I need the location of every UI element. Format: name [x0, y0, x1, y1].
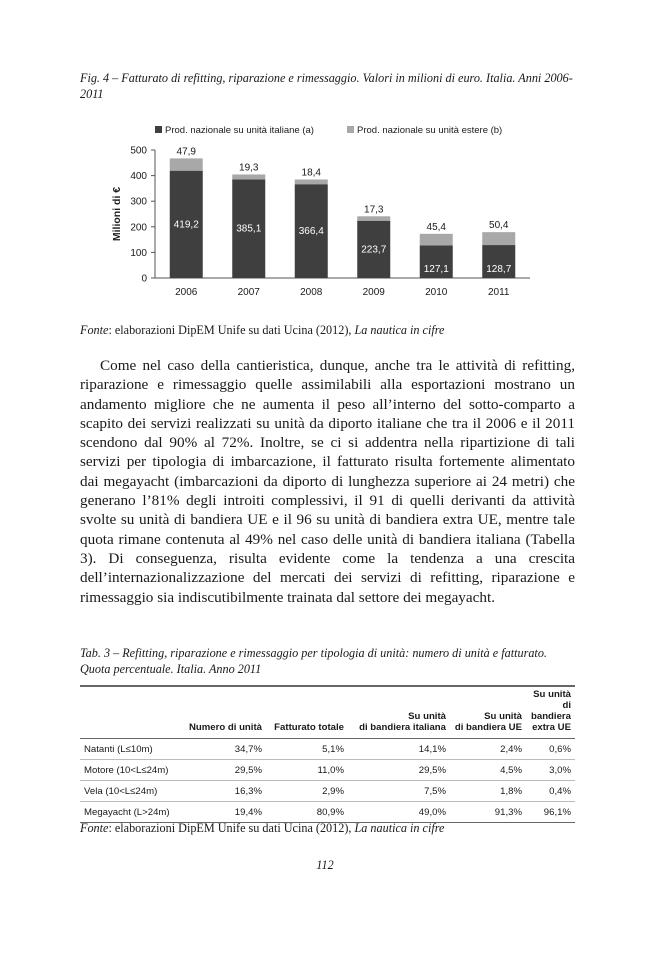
table-row	[80, 781, 575, 802]
table-row	[80, 739, 575, 760]
row-label: Megayacht (L>24m)	[80, 802, 180, 823]
data-label: 47,9	[176, 146, 196, 158]
x-tick-label: 2007	[237, 287, 260, 298]
page-number: 112	[316, 858, 334, 872]
table-source	[80, 820, 575, 836]
data-label: 419,2	[173, 219, 199, 231]
data-label: 18,4	[301, 167, 321, 179]
table-cell: 19,4%	[180, 802, 266, 823]
legend-swatch	[347, 126, 354, 133]
table-cell: 5,1%	[266, 739, 348, 760]
data-label: 45,4	[426, 221, 446, 233]
bar-segment-estere	[357, 216, 390, 220]
x-tick-label: 2011	[487, 287, 510, 298]
header-fatturato-totale: Fatturato totale	[266, 686, 348, 739]
legend-label: Prod. nazionale su unità italiane (a)	[165, 125, 314, 136]
table-row	[80, 760, 575, 781]
table-source-text: : elaborazioni DipEM Unife su dati Ucina (2012),	[108, 821, 355, 835]
legend-label: Prod. nazionale su unità estere (b)	[357, 125, 503, 136]
table-header	[80, 686, 575, 739]
y-tick-label: 300	[130, 196, 147, 208]
table-cell: 2,9%	[266, 781, 348, 802]
y-axis-label: Milioni di €	[111, 186, 123, 242]
data-label: 223,7	[361, 244, 387, 256]
bar-segment-estere	[420, 234, 453, 246]
table-cell: 11,0%	[266, 760, 348, 781]
header-bandiera-ue: Su unità di bandiera UE	[450, 686, 526, 739]
table-cell: 0,4%	[526, 781, 575, 802]
row-label: Vela (10<L≤24m)	[80, 781, 180, 802]
data-label: 127,1	[423, 264, 449, 275]
bar-segment-estere	[232, 174, 265, 179]
table-cell: 29,5%	[180, 760, 266, 781]
figure-source	[80, 322, 575, 338]
body-paragraph: Come nel caso della cantieristica, dunque, anche tra le attività di refitting, riparazione e rimessaggio quelle assimilabili alla esportazioni mostrano un andamento migliore che ne aumenta il peso all’interno del sotto-comparto a scapito dei servizi realizzati su unità da diporto italiane che tra il 2006 e il 2011 scendono dal 90% al 72%. Inoltre, se ci si addentra nella ripartizione di tali servizi per tipologia di imbarcazione, il fatturato risulta fortemente alimentato dai megayacht (imbarcazioni da diporto di lunghezza superiore ai 24 metri) che generano l’81% degli introiti complessivi, il 91 di quelli derivanti da attività svolte su unità di bandiera UE e il 96 su unità di bandiera extra UE, mentre tale quota rimane contenuta al 49% nel caso delle unità di bandiera italiana (Tabella 3). Di conseguenza, risulta evidente come la tendenza a una crescita dell’internazionalizzazione del mercati dei servizi di refitting, riparazione e rimessaggio sia indiscutibilmente trainata dal settore dei megayacht.	[80, 357, 575, 606]
figure-source-text: : elaborazioni DipEM Unife su dati Ucina (2012),	[108, 323, 355, 337]
table-cell: 4,5%	[450, 760, 526, 781]
data-table	[80, 685, 575, 823]
table-cell: 29,5%	[348, 760, 450, 781]
table-cell: 49,0%	[348, 802, 450, 823]
y-tick-label: 200	[130, 222, 147, 234]
table-cell: 80,9%	[266, 802, 348, 823]
table-cell: 96,1%	[526, 802, 575, 823]
header-cell	[80, 686, 180, 739]
table-caption: Tab. 3 – Refitting, riparazione e rimessaggio per tipologia di unità: numero di unità e fatturato. Quota percentuale. Italia. Anno 2011	[80, 646, 547, 676]
data-label: 366,4	[298, 226, 324, 238]
table-cell: 1,8%	[450, 781, 526, 802]
table-source-label: Fonte	[80, 821, 109, 835]
bar-chart	[0, 0, 650, 320]
x-tick-label: 2010	[425, 287, 448, 298]
bar-segment-estere	[482, 232, 515, 245]
row-label: Natanti (L≤10m)	[80, 739, 180, 760]
table-cell: 91,3%	[450, 802, 526, 823]
data-label: 128,7	[486, 264, 512, 275]
header-bandiera-italiana: Su unità di bandiera italiana	[348, 686, 450, 739]
table-cell: 34,7%	[180, 739, 266, 760]
data-label: 17,3	[364, 204, 384, 216]
y-tick-label: 500	[130, 145, 147, 157]
bar-segment-estere	[170, 158, 203, 170]
legend-swatch	[155, 126, 162, 133]
data-label: 50,4	[489, 220, 509, 232]
table-cell: 2,4%	[450, 739, 526, 760]
figure-source-title: La nautica in cifre	[354, 323, 445, 337]
bar-segment-estere	[295, 179, 328, 184]
table-cell: 0,6%	[526, 739, 575, 760]
x-tick-label: 2006	[175, 287, 198, 298]
table-cell: 7,5%	[348, 781, 450, 802]
table-source-title: La nautica in cifre	[354, 821, 445, 835]
y-tick-label: 100	[130, 247, 147, 259]
data-label: 19,3	[239, 162, 259, 174]
header-bandiera-extra-ue: Su unità di bandiera extra UE	[526, 686, 575, 739]
y-tick-label: 400	[130, 171, 147, 183]
data-label: 385,1	[236, 223, 262, 235]
header-numero-unita: Numero di unità	[180, 686, 266, 739]
x-tick-label: 2009	[362, 287, 385, 298]
table-cell: 16,3%	[180, 781, 266, 802]
x-tick-label: 2008	[300, 287, 323, 298]
y-tick-label: 0	[141, 273, 147, 285]
table-cell: 3,0%	[526, 760, 575, 781]
figure-caption: Fig. 4 – Fatturato di refitting, riparazione e rimessaggio. Valori in milioni di euro. Italia. Anni 2006-2011	[80, 71, 573, 101]
table-cell: 14,1%	[348, 739, 450, 760]
figure-source-label: Fonte	[80, 323, 109, 337]
row-label: Motore (10<L≤24m)	[80, 760, 180, 781]
